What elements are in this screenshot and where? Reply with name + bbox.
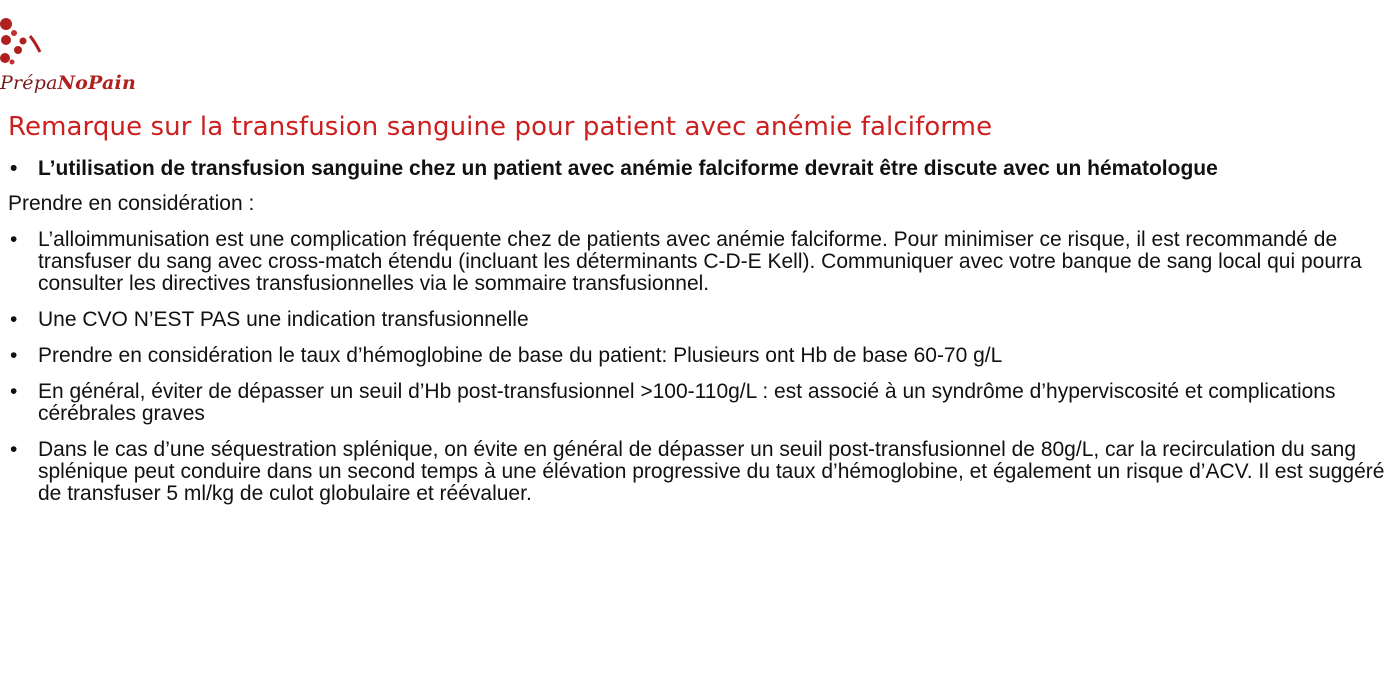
logo-text [0,72,136,94]
bullet-alloimmunisation: • L’alloimmunisation est une complication fréquente chez de patients avec anémie falciforme. Pour minimiser ce risque, il est recommandé de transfuser du sang avec cross-match étendu (incluant les déterminants C-D-E Kell). Communiquer avec votre banque de sang local qui pourra consulter les directives transfusionnelles via le sommaire transfusionnel. [8,229,1393,295]
slide-content [8,158,1393,505]
bullet-seuil-hb: • En général, éviter de dépasser un seuil d’Hb post-transfusionnel >100-110g/L : est associé à un syndrôme d’hyperviscosité et complications cérébrales graves [8,381,1393,425]
bullet-sequestration: • Dans le cas d’une séquestration splénique, on évite en général de dépasser un seuil post-transfusionnel de 80g/L, car la recirculation du sang splénique peut conduire dans un second temps à une élévation progressive du taux d’hémoglobine, et également un risque d’ACV. Il est suggéré de transfuser 5 ml/kg de culot globulaire et réévaluer. [8,439,1393,505]
logo-name: NoPain [57,72,136,94]
bullet-cvo: • Une CVO N’EST PAS une indication transfusionnelle [8,309,1393,331]
logo-prefix: Prépa [0,72,58,94]
bullet-hb-base: • Prendre en considération le taux d’hémoglobine de base du patient: Plusieurs ont Hb de base 60-70 g/L [8,345,1393,367]
blood-cells-icon [0,0,60,72]
consider-label: Prendre en considération : [8,192,255,215]
intro-bullet: • L’utilisation de transfusion sanguine chez un patient avec anémie falciforme devrait être discute avec un hématologue [8,158,1393,180]
logo [0,0,150,100]
page-title: Remarque sur la transfusion sanguine pour patient avec anémie falciforme [8,112,993,142]
